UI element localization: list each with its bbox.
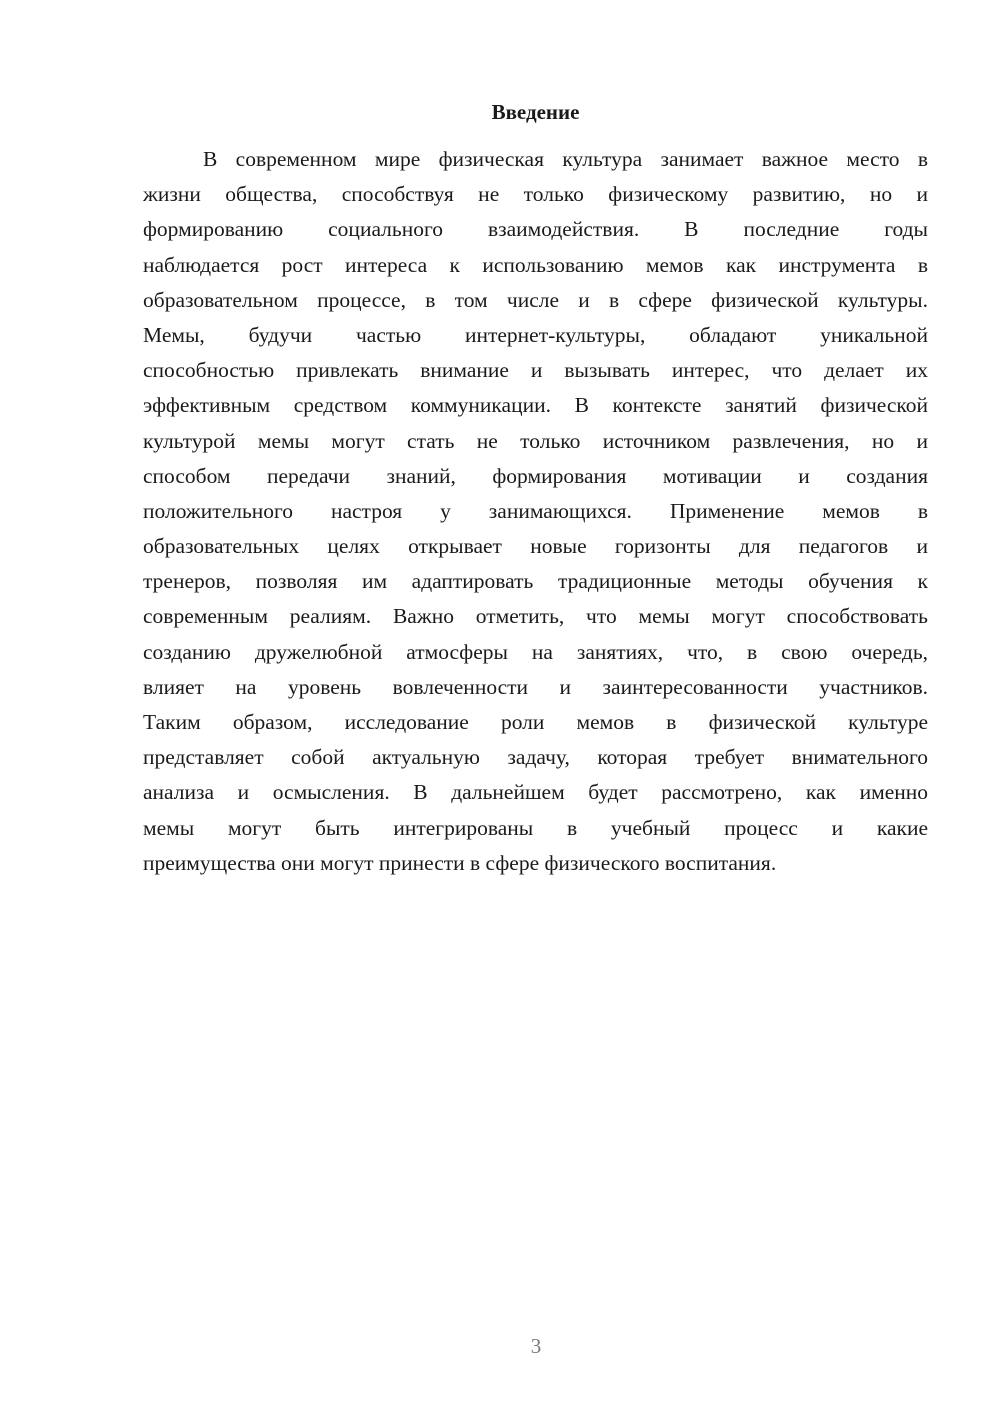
paragraph-line: тренеров, позволяя им адаптировать традиционные методы обучения к [143, 569, 928, 594]
paragraph-line: влияет на уровень вовлеченности и заинтересованности участников. [143, 674, 928, 699]
paragraph-line: положительного настроя у занимающихся. Применение мемов в [143, 498, 928, 523]
paragraph-line: мемы могут быть интегрированы в учебный процесс и какие [143, 815, 928, 840]
paragraph-line: наблюдается рост интереса к использованию мемов как инструмента в [143, 252, 928, 277]
paragraph-line: представляет собой актуальную задачу, которая требует внимательного [143, 745, 928, 770]
paragraph-line: жизни общества, способствуя не только физическому развитию, но и [143, 182, 928, 207]
section-heading: Введение [491, 100, 580, 124]
paragraph-line: культурой мемы могут стать не только источником развлечения, но и [143, 428, 928, 453]
page-number: 3 [530, 1334, 542, 1358]
paragraph-line: В современном мире физическая культура занимает важное место в [203, 147, 928, 171]
paragraph-line: Мемы, будучи частью интернет-культуры, обладают уникальной [143, 322, 928, 347]
paragraph-line: преимущества они могут принести в сфере физического воспитания. [143, 850, 777, 875]
body-paragraph [143, 142, 928, 881]
paragraph-line: формированию социального взаимодействия. В последние годы [143, 217, 928, 242]
paragraph-line: образовательном процессе, в том числе и в сфере физической культуры. [143, 287, 928, 312]
paragraph-line: анализа и осмысления. В дальнейшем будет рассмотрено, как именно [143, 780, 928, 805]
paragraph-line: способом передачи знаний, формирования мотивации и создания [143, 463, 928, 488]
paragraph-line: современным реалиям. Важно отметить, что мемы могут способствовать [143, 604, 928, 629]
paragraph-line: образовательных целях открывает новые горизонты для педагогов и [143, 534, 928, 559]
paragraph-line: способностью привлекать внимание и вызывать интерес, что делает их [143, 358, 928, 383]
paragraph-line: Таким образом, исследование роли мемов в физической культуре [143, 710, 928, 734]
paragraph-line: эффективным средством коммуникации. В контексте занятий физической [143, 393, 928, 418]
paragraph-line: созданию дружелюбной атмосферы на занятиях, что, в свою очередь, [143, 639, 928, 664]
